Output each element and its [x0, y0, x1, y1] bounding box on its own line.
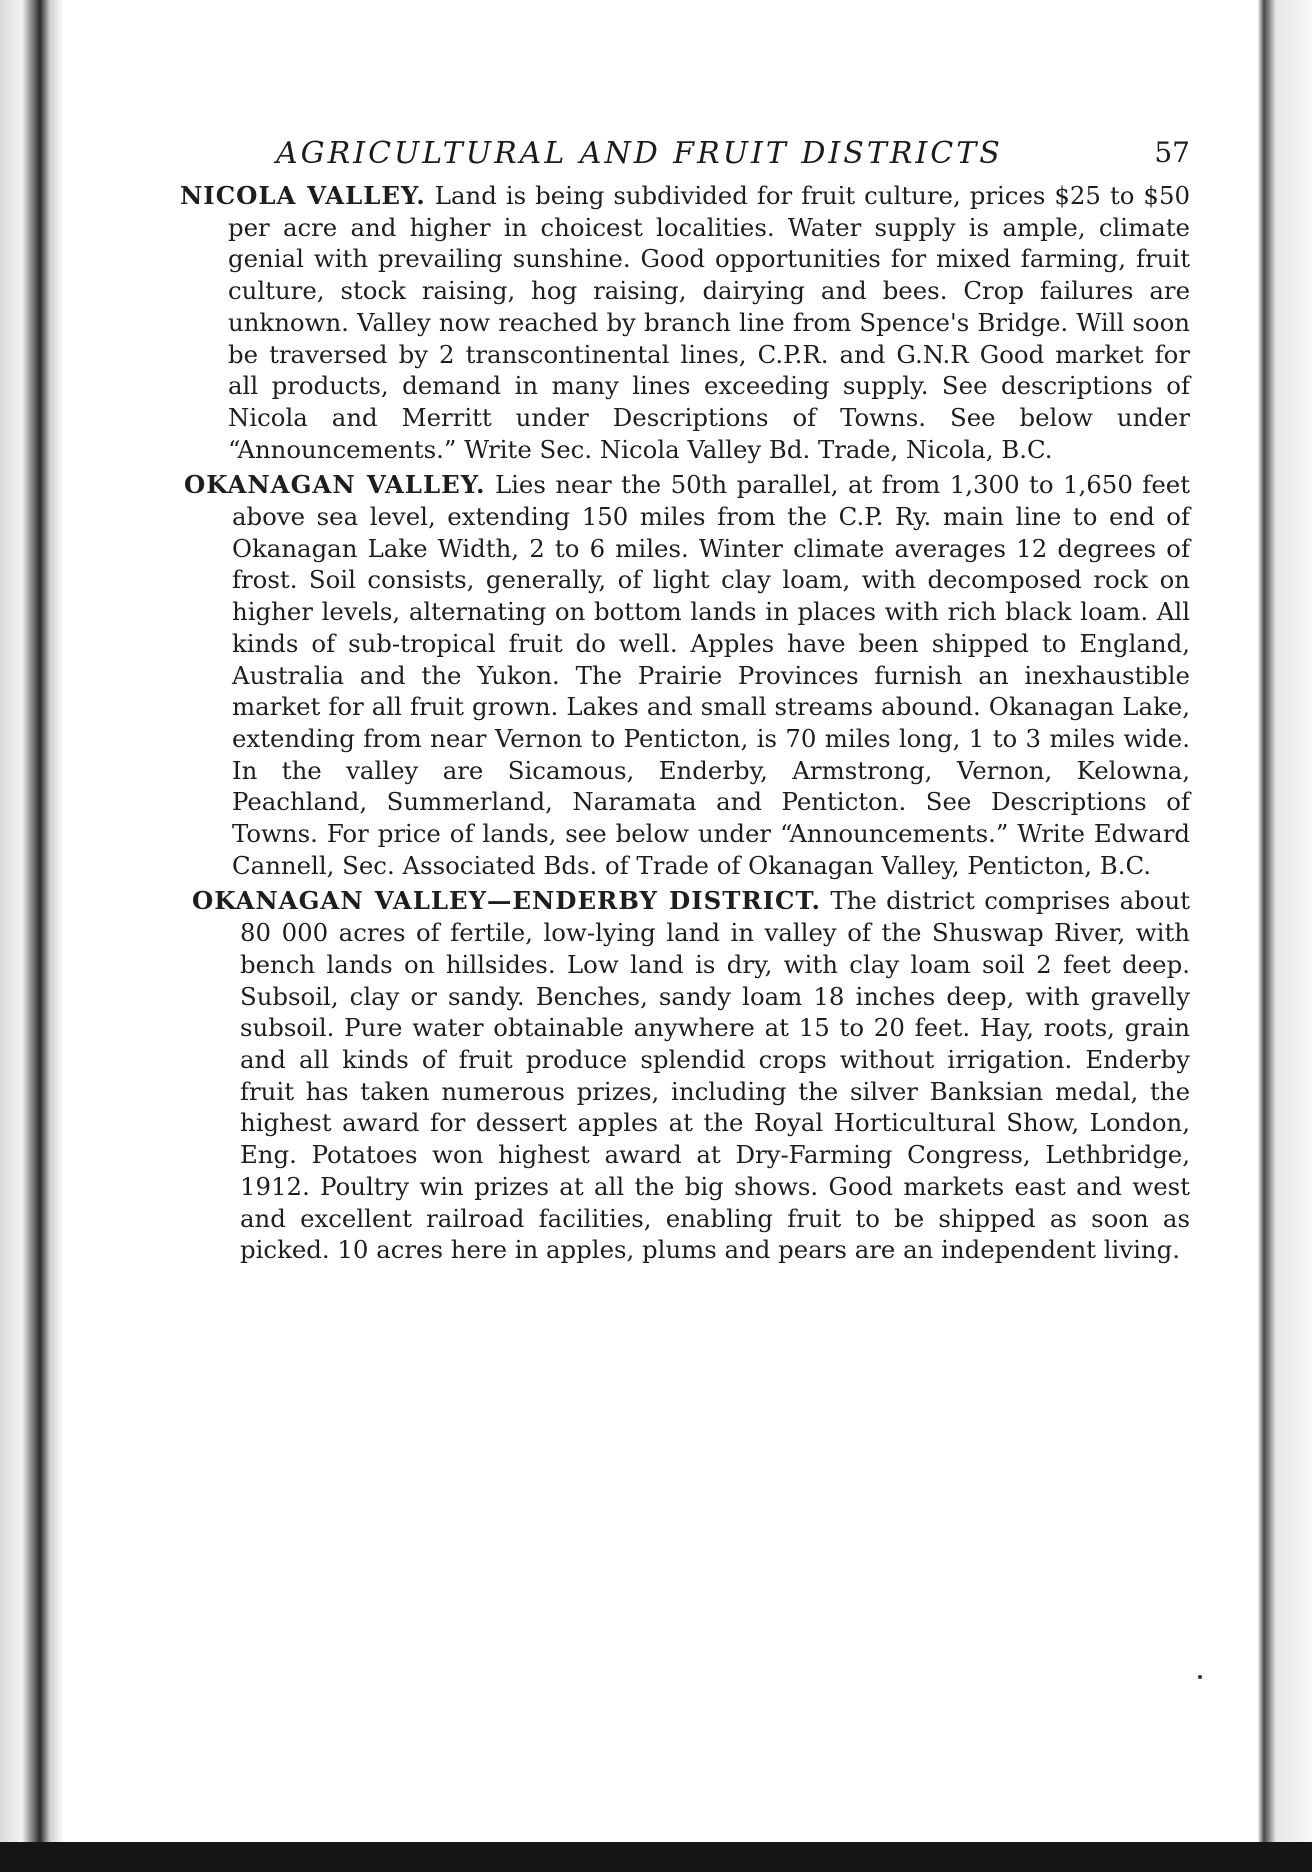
- entry-okanagan-valley: [184, 469, 1190, 881]
- running-head-title: AGRICULTURAL AND FRUIT DISTRICTS: [276, 136, 1003, 171]
- scan-bottom-border: [0, 1842, 1312, 1872]
- running-head: [276, 132, 1190, 180]
- entry-body: The district comprises about 80 000 acres of fertile, low-lying land in valley of the Shuswap River, with bench lands on hillsides. Low land is dry, with clay loam soil 2 feet deep. Subsoil, clay or sandy. Benches, sandy loam 18 inches deep, with gravelly subsoil. Pure water obtainable anywhere at 15 to 20 feet. Hay, roots, grain and all kinds of fruit produce splendid crops without irrigation. Enderby fruit has taken numerous prizes, including the silver Banksian medal, the highest award for dessert apples at the Royal Horticultural Show, London, Eng. Potatoes won highest award at Dry-Farming Congress, Lethbridge, 1912. Poultry win prizes at all the big shows. Good markets east and west and excellent railroad facilities, enabling fruit to be shipped as soon as picked. 10 acres here in apples, plums and pears are an independent living.: [240, 886, 1190, 1265]
- entry-body: Land is being subdivided for fruit culture, prices $25 to $50 per acre and higher in choicest localities. Water supply is ample, climate genial with prevailing sunshine. Good opportunities for mixed farming, fruit culture, stock raising, hog raising, dairying and bees. Crop failures are unknown. Valley now reached by branch line from Spence's Bridge. Will soon be traversed by 2 transcontinental lines, C.P.R. and G.N.R Good market for all products, demand in many lines exceeding supply. See descriptions of Nicola and Merritt under Descriptions of Towns. See below under “Announcements.” Write Sec. Nicola Valley Bd. Trade, Nicola, B.C.: [228, 181, 1190, 464]
- page-edge: [1258, 0, 1312, 1872]
- entry-enderby-district: [192, 885, 1190, 1265]
- entry-nicola-valley: [180, 180, 1190, 465]
- book-page: [180, 132, 1190, 1672]
- entry-heading: OKANAGAN VALLEY—ENDERBY DISTRICT.: [192, 886, 821, 916]
- ink-speck: [1198, 1675, 1202, 1679]
- page-number: 57: [1154, 136, 1190, 169]
- entry-body: Lies near the 50th parallel, at from 1,300 to 1,650 feet above sea level, extending 150 miles from the C.P. Ry. main line to end of Okanagan Lake Width, 2 to 6 miles. Winter climate averages 12 degrees of frost. Soil consists, generally, of light clay loam, with decomposed rock on higher levels, alternating on bottom lands in places with rich black loam. All kinds of sub-tropical fruit do well. Apples have been shipped to England, Australia and the Yukon. The Prairie Provinces furnish an inexhaustible market for all fruit grown. Lakes and small streams abound. Okanagan Lake, extending from near Vernon to Penticton, is 70 miles long, 1 to 3 miles wide. In the valley are Sicamous, Enderby, Armstrong, Vernon, Kelowna, Peachland, Summerland, Naramata and Penticton. See Descriptions of Towns. For price of lands, see below under “Announcements.” Write Edward Cannell, Sec. Associated Bds. of Trade of Okanagan Valley, Penticton, B.C.: [232, 470, 1190, 880]
- entry-heading: OKANAGAN VALLEY.: [184, 470, 486, 500]
- book-spine-gutter: [0, 0, 66, 1872]
- entry-heading: NICOLA VALLEY.: [180, 181, 426, 210]
